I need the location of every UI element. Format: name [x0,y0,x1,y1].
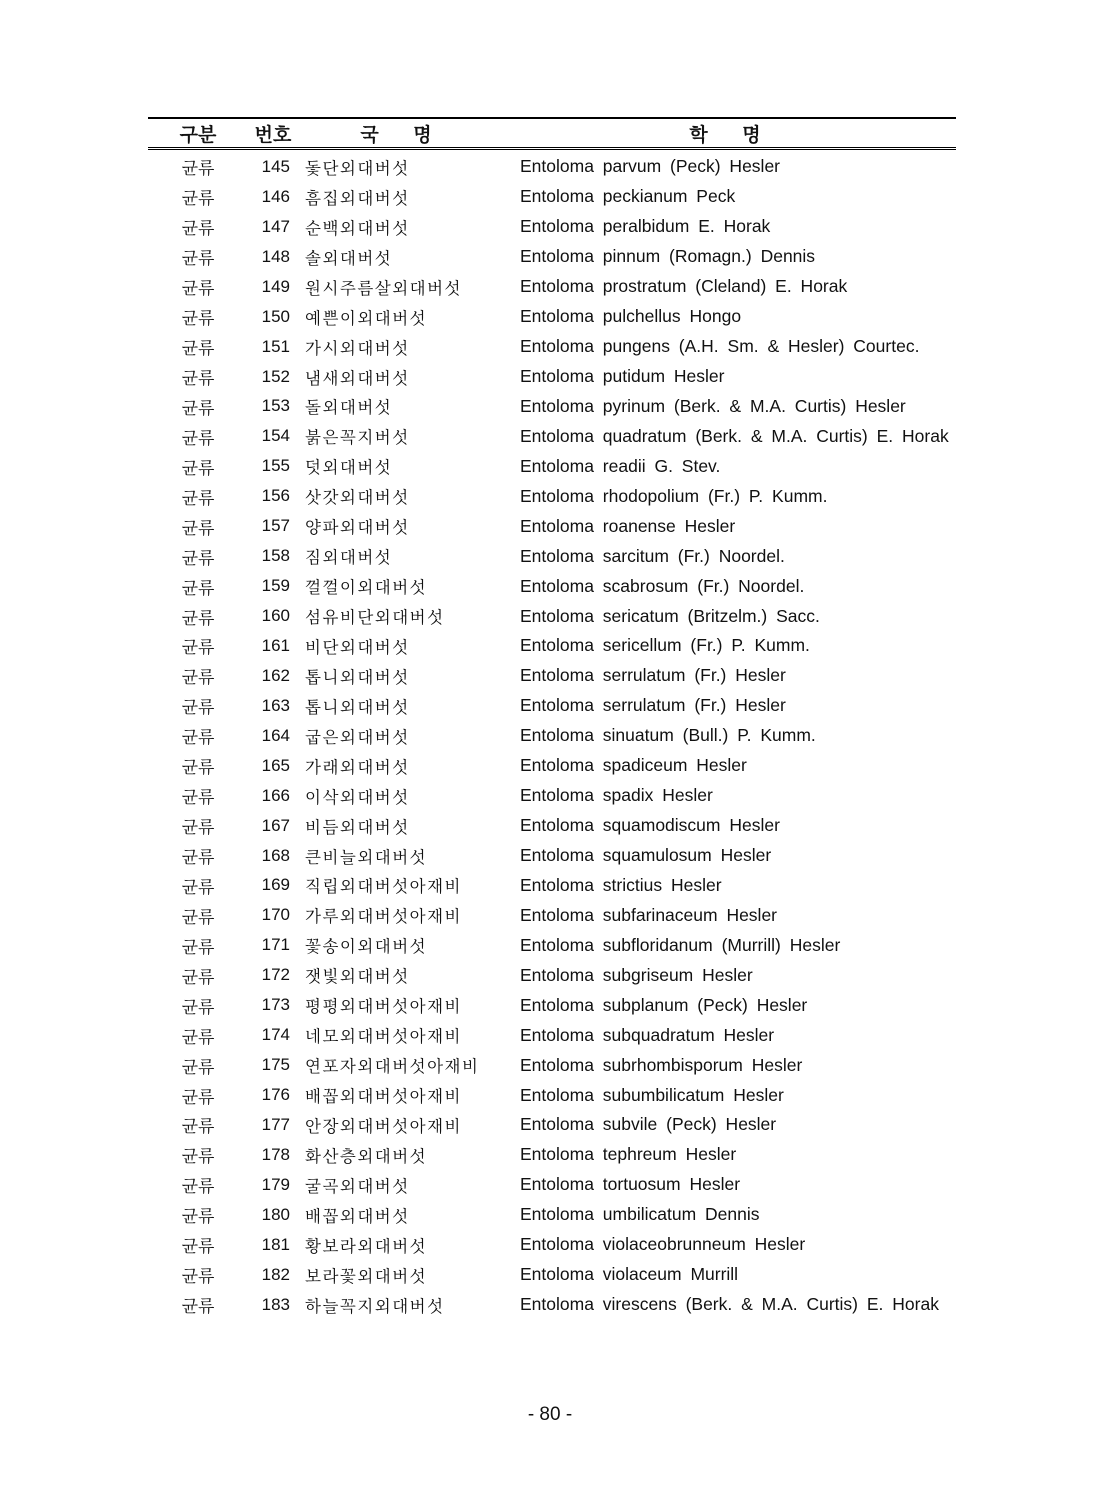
cell-scientific-name: Entoloma quadratum (Berk. & M.A. Curtis) E. Horak [520,425,949,446]
cell-number: 157 [261,516,290,536]
cell-scientific-name: Entoloma pyrinum (Berk. & M.A. Curtis) Hesler [520,395,906,416]
table-row [148,1290,956,1320]
table-row [148,451,956,481]
cell-number: 173 [261,995,290,1015]
cell-scientific-name: Entoloma serrulatum (Fr.) Hesler [520,695,786,716]
cell-scientific-name: Entoloma sericellum (Fr.) P. Kumm. [520,635,810,656]
table-row [148,841,956,871]
cell-category: 균류 [181,758,215,779]
cell-category: 균류 [181,1207,215,1228]
cell-number: 145 [261,156,290,176]
cell-category: 균류 [181,698,215,719]
cell-scientific-name: Entoloma strictius Hesler [520,874,722,895]
cell-number: 172 [261,965,290,985]
table-row [148,392,956,422]
cell-number: 149 [261,276,290,296]
cell-korean-name: 돌외대버섯 [305,398,393,418]
cell-number: 153 [261,396,290,416]
cell-number: 183 [261,1294,290,1314]
cell-scientific-name: Entoloma pungens (A.H. Sm. & Hesler) Courtec. [520,336,920,357]
cell-category: 균류 [181,788,215,809]
table-row [148,1200,956,1230]
cell-scientific-name: Entoloma subquadratum Hesler [520,1024,775,1045]
table-row [148,930,956,960]
cell-korean-name: 섬유비단외대버섯 [305,608,445,628]
cell-korean-name: 꽃송이외대버섯 [305,937,428,957]
cell-scientific-name: Entoloma pinnum (Romagn.) Dennis [520,246,816,267]
cell-category: 균류 [181,309,215,330]
cell-category: 균류 [181,608,215,629]
cell-korean-name: 톱니외대버섯 [305,667,410,687]
page-number: - 80 - [527,1404,573,1425]
cell-number: 180 [261,1204,290,1224]
cell-category: 균류 [181,1237,215,1258]
cell-category: 균류 [181,249,215,270]
cell-category: 균류 [181,339,215,360]
cell-number: 159 [261,576,290,596]
cell-korean-name: 솔외대버섯 [305,248,393,268]
cell-korean-name: 비단외대버섯 [305,637,410,657]
cell-category: 균류 [181,818,215,839]
table-row [148,1110,956,1140]
cell-scientific-name: Entoloma putidum Hesler [520,366,725,387]
cell-korean-name: 배꼽외대버섯아재비 [305,1087,462,1107]
cell-number: 155 [261,456,290,476]
table-row [148,811,956,841]
table-row [148,990,956,1020]
table-row [148,1080,956,1110]
cell-number: 164 [261,725,290,745]
cell-category: 균류 [181,189,215,210]
cell-scientific-name: Entoloma sinuatum (Bull.) P. Kumm. [520,725,816,746]
table-row [148,332,956,362]
cell-category: 균류 [181,488,215,509]
table-row [148,571,956,601]
header-number: 번호 [254,123,292,146]
cell-scientific-name: Entoloma tephreum Hesler [520,1144,737,1165]
header-korean-name: 국 명 [360,123,446,146]
cell-korean-name: 직립외대버섯아재비 [305,877,462,897]
table-row [148,1260,956,1290]
cell-category: 균류 [181,578,215,599]
cell-category: 균류 [181,1087,215,1108]
cell-number: 156 [261,486,290,506]
table-body [148,152,956,1320]
cell-category: 균류 [181,1267,215,1288]
cell-number: 176 [261,1085,290,1105]
cell-scientific-name: Entoloma subumbilicatum Hesler [520,1084,784,1105]
table-row [148,631,956,661]
cell-korean-name: 가래외대버섯 [305,757,410,777]
cell-number: 158 [261,546,290,566]
cell-scientific-name: Entoloma squamodiscum Hesler [520,815,780,836]
cell-korean-name: 보라꽃외대버섯 [305,1266,428,1286]
table-row [148,871,956,901]
cell-scientific-name: Entoloma subfloridanum (Murrill) Hesler [520,934,841,955]
table-row [148,721,956,751]
cell-scientific-name: Entoloma umbilicatum Dennis [520,1204,760,1225]
cell-category: 균류 [181,877,215,898]
cell-korean-name: 황보라외대버섯 [305,1236,428,1256]
table-row [148,212,956,242]
cell-korean-name: 네모외대버섯아재비 [305,1027,462,1047]
cell-scientific-name: Entoloma sarcitum (Fr.) Noordel. [520,545,785,566]
cell-number: 152 [261,366,290,386]
cell-korean-name: 톱니외대버섯 [305,697,410,717]
cell-number: 169 [261,875,290,895]
table-row [148,242,956,272]
cell-scientific-name: Entoloma squamulosum Hesler [520,845,772,866]
cell-scientific-name: Entoloma scabrosum (Fr.) Noordel. [520,575,805,596]
cell-scientific-name: Entoloma peralbidum E. Horak [520,216,771,237]
cell-category: 균류 [181,1027,215,1048]
table-row [148,1050,956,1080]
cell-korean-name: 화산층외대버섯 [305,1146,428,1166]
cell-korean-name: 덧외대버섯 [305,458,393,478]
cell-scientific-name: Entoloma readii G. Stev. [520,455,721,476]
cell-scientific-name: Entoloma pulchellus Hongo [520,306,742,327]
cell-scientific-name: Entoloma virescens (Berk. & M.A. Curtis) E. Horak [520,1294,939,1315]
cell-category: 균류 [181,907,215,928]
cell-category: 균류 [181,967,215,988]
cell-number: 181 [261,1234,290,1254]
table-row [148,781,956,811]
cell-scientific-name: Entoloma prostratum (Cleland) E. Horak [520,276,848,297]
cell-number: 163 [261,695,290,715]
cell-scientific-name: Entoloma rhodopolium (Fr.) P. Kumm. [520,485,828,506]
table-row [148,751,956,781]
cell-number: 161 [261,635,290,655]
cell-category: 균류 [181,1117,215,1138]
cell-scientific-name: Entoloma serrulatum (Fr.) Hesler [520,665,786,686]
cell-korean-name: 안장외대버섯아재비 [305,1116,462,1136]
cell-korean-name: 껄껄이외대버섯 [305,578,428,598]
cell-category: 균류 [181,937,215,958]
cell-number: 160 [261,606,290,626]
cell-korean-name: 잿빛외대버섯 [305,967,410,987]
cell-number: 174 [261,1025,290,1045]
cell-scientific-name: Entoloma subgriseum Hesler [520,964,753,985]
table-row [148,691,956,721]
table-row [148,421,956,451]
cell-korean-name: 가루외대버섯아재비 [305,907,462,927]
cell-category: 균류 [181,638,215,659]
cell-category: 균류 [181,159,215,180]
species-table [148,117,956,1320]
cell-korean-name: 굴곡외대버섯 [305,1176,410,1196]
cell-korean-name: 굽은외대버섯 [305,727,410,747]
cell-korean-name: 예쁜이외대버섯 [305,308,428,328]
table-row [148,1170,956,1200]
cell-number: 151 [261,336,290,356]
cell-category: 균류 [181,398,215,419]
cell-korean-name: 흠집외대버섯 [305,188,410,208]
cell-category: 균류 [181,279,215,300]
cell-korean-name: 가시외대버섯 [305,338,410,358]
table-row [148,900,956,930]
cell-scientific-name: Entoloma violaceum Murrill [520,1264,739,1285]
cell-korean-name: 이삭외대버섯 [305,787,410,807]
table-row [148,302,956,332]
cell-korean-name: 원시주름살외대버섯 [305,278,462,298]
cell-number: 148 [261,246,290,266]
cell-scientific-name: Entoloma sericatum (Britzelm.) Sacc. [520,605,820,626]
cell-category: 균류 [181,458,215,479]
cell-korean-name: 평평외대버섯아재비 [305,997,462,1017]
cell-number: 162 [261,665,290,685]
table-row [148,1230,956,1260]
cell-category: 균류 [181,1057,215,1078]
cell-korean-name: 돛단외대버섯 [305,158,410,178]
cell-korean-name: 하늘꼭지외대버섯 [305,1296,445,1316]
cell-number: 170 [261,905,290,925]
cell-category: 균류 [181,728,215,749]
cell-number: 182 [261,1264,290,1284]
table-row [148,1020,956,1050]
cell-category: 균류 [181,997,215,1018]
header-scientific-name: 학 명 [689,123,775,146]
cell-scientific-name: Entoloma subplanum (Peck) Hesler [520,994,808,1015]
cell-category: 균류 [181,518,215,539]
cell-category: 균류 [181,428,215,449]
cell-scientific-name: Entoloma subvile (Peck) Hesler [520,1114,777,1135]
cell-number: 179 [261,1174,290,1194]
cell-scientific-name: Entoloma spadiceum Hesler [520,755,747,776]
table-row [148,272,956,302]
cell-scientific-name: Entoloma parvum (Peck) Hesler [520,156,780,177]
cell-scientific-name: Entoloma subrhombisporum Hesler [520,1054,803,1075]
cell-number: 178 [261,1144,290,1164]
cell-number: 150 [261,306,290,326]
cell-korean-name: 큰비늘외대버섯 [305,847,428,867]
cell-korean-name: 삿갓외대버섯 [305,488,410,508]
table-row [148,511,956,541]
cell-category: 균류 [181,848,215,869]
cell-scientific-name: Entoloma subfarinaceum Hesler [520,904,778,925]
cell-number: 171 [261,935,290,955]
cell-scientific-name: Entoloma roanense Hesler [520,515,736,536]
cell-korean-name: 비듬외대버섯 [305,817,410,837]
table-row [148,362,956,392]
cell-scientific-name: Entoloma tortuosum Hesler [520,1174,741,1195]
table-row [148,182,956,212]
table-header [148,117,956,150]
cell-number: 168 [261,845,290,865]
cell-korean-name: 냄새외대버섯 [305,368,410,388]
header-category: 구분 [179,123,217,146]
cell-scientific-name: Entoloma spadix Hesler [520,785,713,806]
table-row [148,541,956,571]
cell-category: 균류 [181,1147,215,1168]
cell-category: 균류 [181,668,215,689]
cell-number: 177 [261,1114,290,1134]
cell-number: 175 [261,1055,290,1075]
cell-number: 165 [261,755,290,775]
cell-korean-name: 순백외대버섯 [305,218,410,238]
cell-korean-name: 붉은꼭지버섯 [305,428,410,448]
cell-korean-name: 양파외대버섯 [305,518,410,538]
cell-number: 167 [261,815,290,835]
table-row [148,152,956,182]
cell-scientific-name: Entoloma peckianum Peck [520,186,736,207]
cell-category: 균류 [181,219,215,240]
cell-scientific-name: Entoloma violaceobrunneum Hesler [520,1234,806,1255]
cell-korean-name: 연포자외대버섯아재비 [305,1057,480,1077]
cell-korean-name: 짐외대버섯 [305,548,393,568]
cell-category: 균류 [181,548,215,569]
cell-number: 147 [261,216,290,236]
table-row [148,1140,956,1170]
table-row [148,481,956,511]
cell-korean-name: 배꼽외대버섯 [305,1206,410,1226]
cell-category: 균류 [181,369,215,390]
table-row [148,960,956,990]
cell-category: 균류 [181,1297,215,1318]
cell-number: 146 [261,186,290,206]
cell-number: 154 [261,426,290,446]
cell-category: 균류 [181,1177,215,1198]
cell-number: 166 [261,785,290,805]
table-row [148,661,956,691]
table-row [148,601,956,631]
